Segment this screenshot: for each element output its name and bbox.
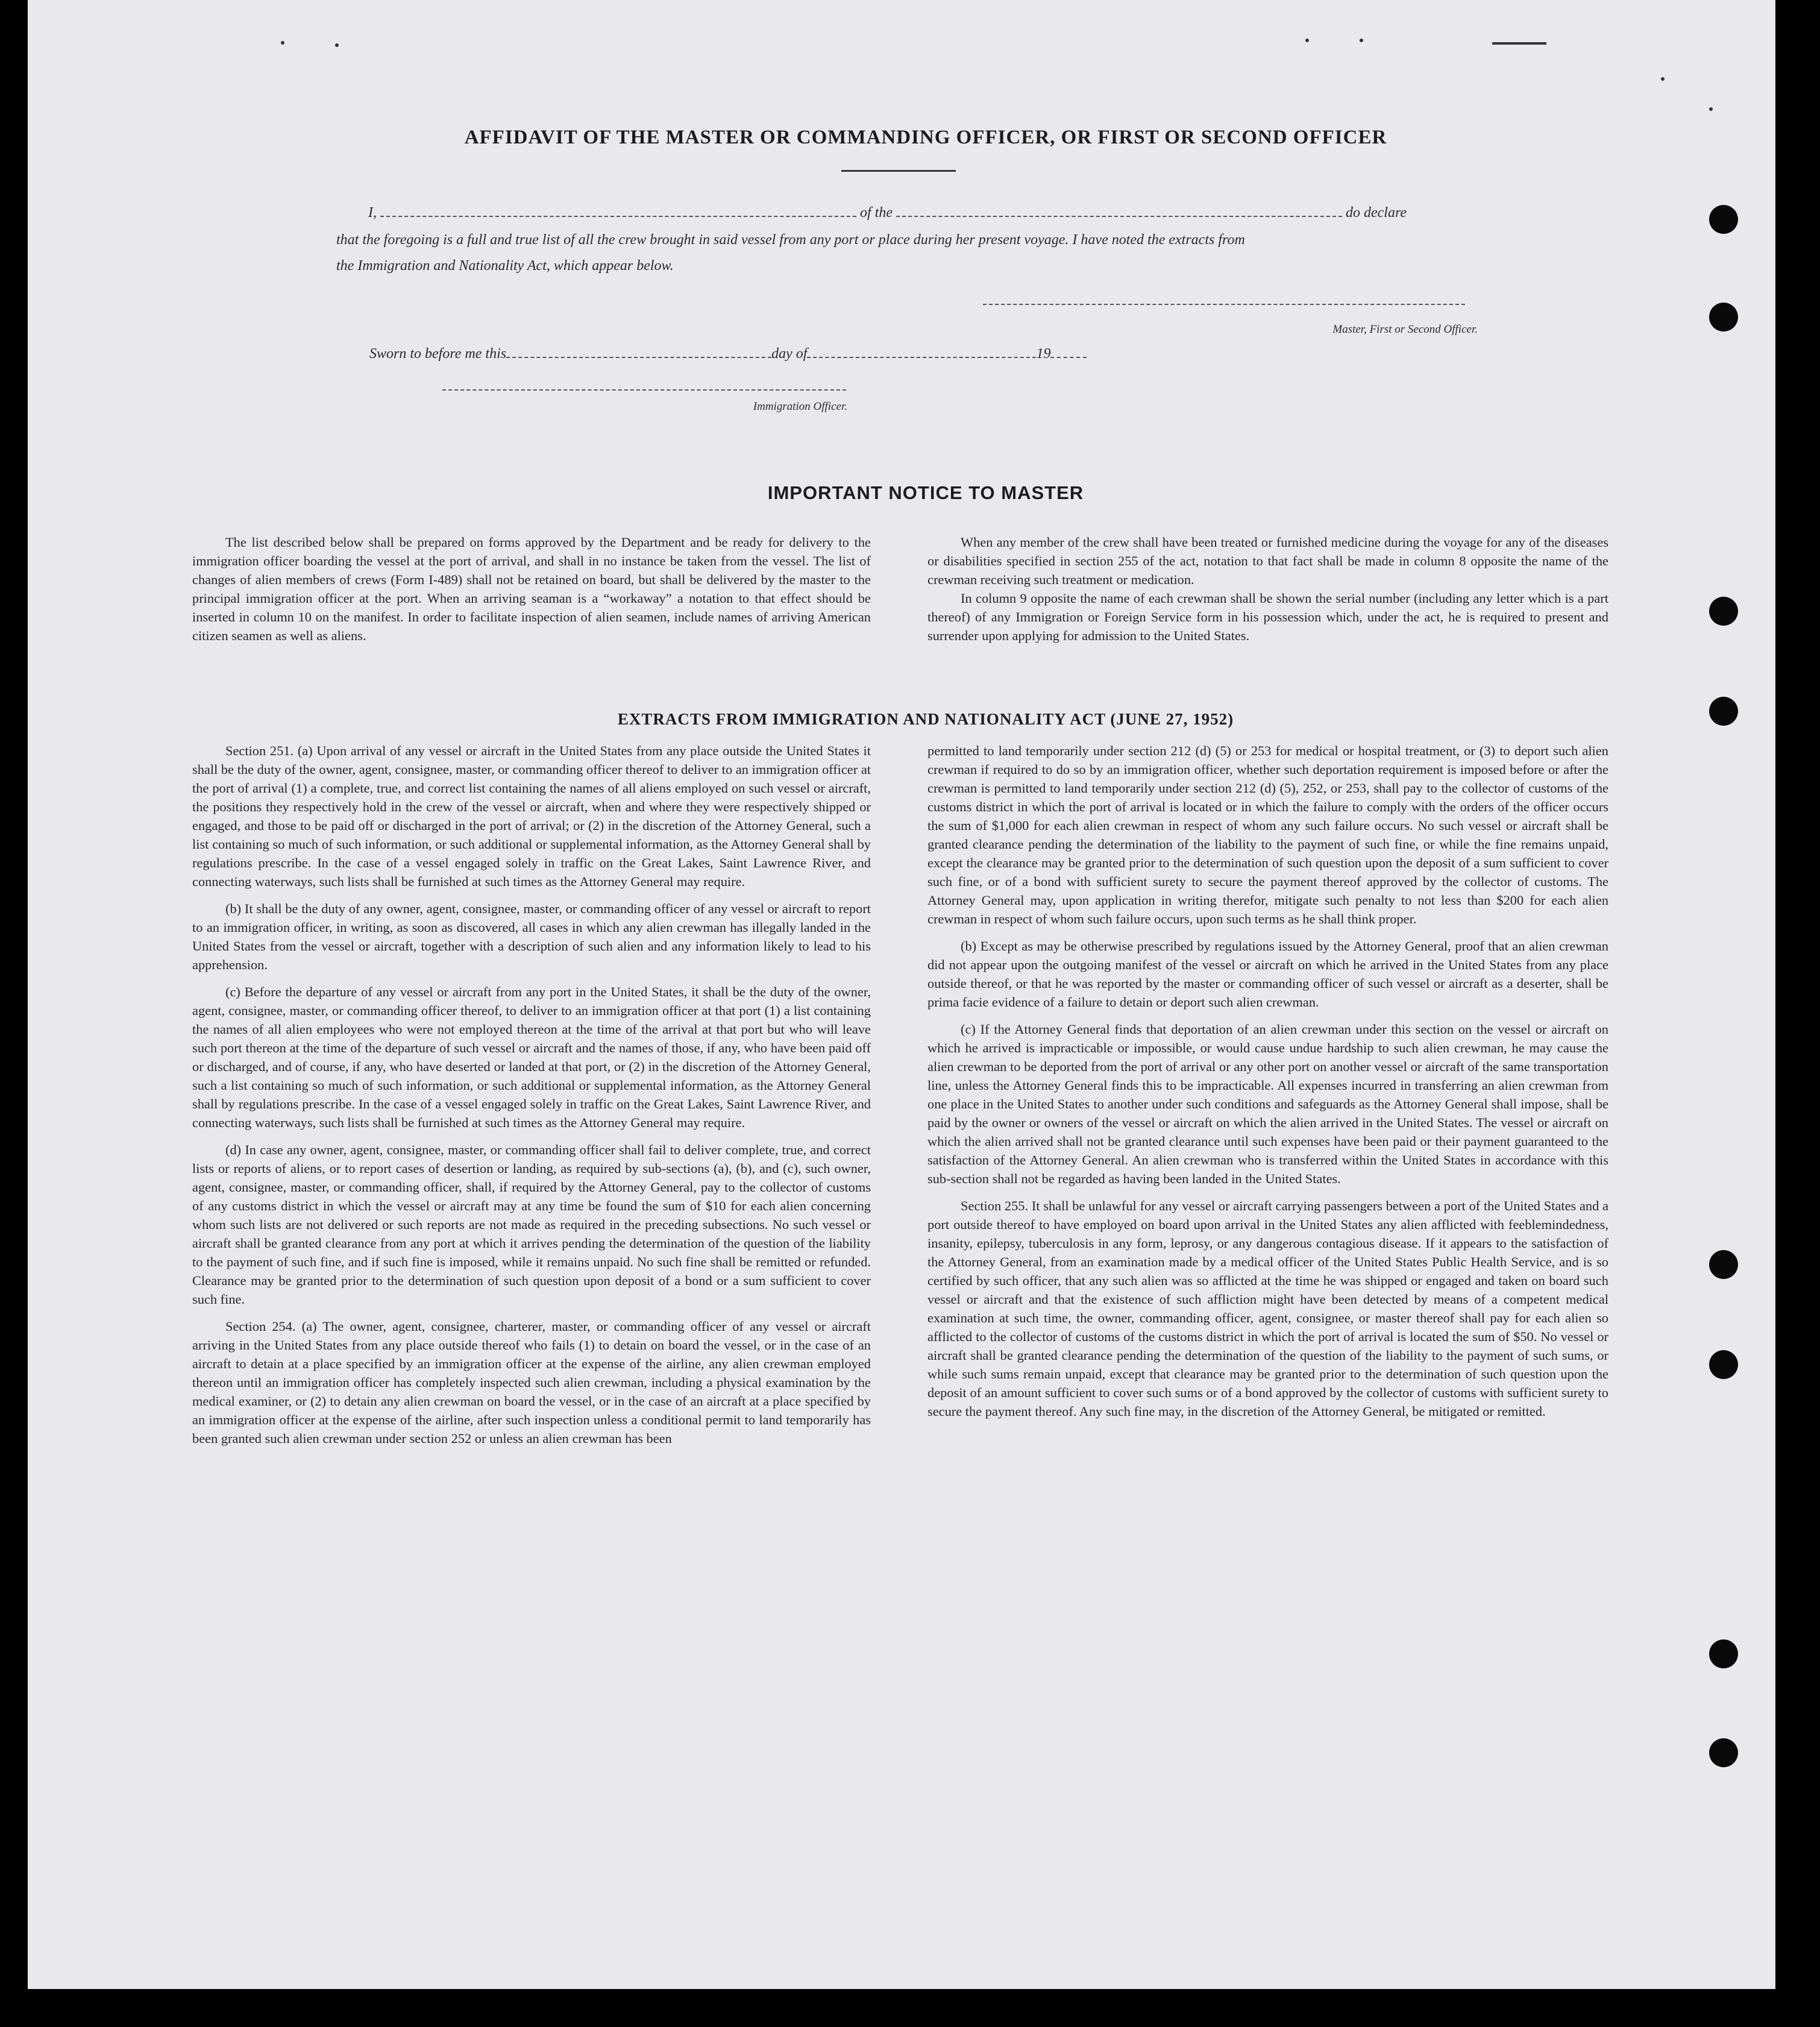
punch-hole xyxy=(1709,697,1738,726)
punch-hole xyxy=(1709,1350,1738,1379)
extracts-right-column xyxy=(927,741,1608,1421)
punch-hole xyxy=(1709,1250,1738,1279)
title-rule xyxy=(841,170,956,172)
affidavit-title: AFFIDAVIT OF THE MASTER OR COMMANDING OFFICER, OR FIRST OR SECOND OFFICER xyxy=(464,127,1387,148)
sworn-day-of: day of xyxy=(771,346,808,362)
section-251-b: (b) It shall be the duty of any owner, agent, consignee, master, or commanding officer of any vessel or aircraft to report to an immigration officer, in writing, as soon as discovered, all cases in which any alien crewman has illegally landed in the United States from the vessel or aircraft, together with a description of such alien and any information likely to lead to his apprehension. xyxy=(192,901,871,972)
section-254-c: (c) If the Attorney General finds that deportation of an alien crewman under this section on the vessel or aircraft on which he arrived is impracticable or impossible, or would cause undue hardship to such alien crewman, he may cause the alien crewman to be deported from the port of arrival or any other port on another vessel or aircraft of the same transportation line, unless the Attorney General finds this to be impracticable. All expenses incurred in transferring an alien crewman from one place in the United States to another under such conditions and safeguards as the Attorney General shall impose, shall be paid by the owner or owners of the vessel or aircraft on which the alien arrived in the United States. The vessel or aircraft on which the alien arrived shall not be granted clearance until such expenses have been paid or their payment guaranteed to the satisfaction of the Attorney General. An alien crewman who is transferred within the United States in accordance with this sub-section shall not be regarded as having been landed in the United States. xyxy=(927,1022,1608,1186)
sworn-day-blank[interactable] xyxy=(506,357,771,358)
section-254-a-continued: permitted to land temporarily under section 212 (d) (5) or 253 for medical or hospital treatment, or (3) to deport such alien crewman if required to do so by an immigration officer, whether such deportation requirement is imposed before or after the crewman is permitted to land temporarily under section 212 (d) (5), 252, or 253, shall pay to the collector of customs of the customs district in which the port of arrival is located or in which the failure to comply with the orders of the officer occurs the sum of $1,000 for each alien crewman in respect of whom any such failure occurs. No such vessel or aircraft shall be granted clearance pending the determination of the liability to the payment of such fine, or while the fine remains unpaid, except the clearance may be granted prior to the determination of such question upon the deposit of a sum sufficient to cover such fine, or of a bond with sufficient surety to secure the payment thereof approved by the collector of customs. The Attorney General may, upon application in writing therefor, mitigate such penalty to not less than $200 for each alien crewman in respect of whom such failure occurs, upon such terms as he shall think proper. xyxy=(927,743,1608,926)
affidavit-declare: do declare xyxy=(1346,205,1407,221)
affidavit-i: I, xyxy=(368,205,377,221)
sworn-year: 19 xyxy=(1036,346,1051,362)
notice-title: IMPORTANT NOTICE TO MASTER xyxy=(767,482,1084,503)
affidavit-line-2: that the foregoing is a full and true list of all the crew brought in said vessel from any port or place during her present voyage. I have noted the extracts from xyxy=(336,232,1245,248)
sworn-month-blank[interactable] xyxy=(807,357,1036,358)
punch-hole xyxy=(1709,1639,1738,1668)
scan-speck xyxy=(1709,107,1713,111)
notice-right-paragraph-2: In column 9 opposite the name of each crewman shall be shown the serial number (including any letter which is a part thereof) of any Immigration or Foreign Service form in his possession which, under the act, he is required to present and surrender upon applying for admission to the United States. xyxy=(927,591,1608,643)
document-page xyxy=(28,0,1775,1989)
notice-left-column xyxy=(192,533,871,645)
punch-hole xyxy=(1709,597,1738,626)
notice-right-column xyxy=(927,533,1608,645)
immigration-officer-signature-line[interactable] xyxy=(442,389,846,391)
name-blank[interactable] xyxy=(380,216,856,217)
sworn-year-blank[interactable] xyxy=(1050,357,1087,358)
affidavit-of-the: of the xyxy=(860,205,893,221)
section-255: Section 255. It shall be unlawful for any vessel or aircraft carrying passengers between a port of the United States and a port outside thereof to have employed on board upon arrival in the United States any alien afflicted with feeblemindedness, insanity, epilepsy, tuberculosis in any form, leprosy, or any dangerous contagious disease. If it appears to the satisfaction of the Attorney General, from an examination made by a medical officer of the United States Public Health Service, and is so certified by such officer, that any such alien was so afflicted at the time he was shipped or engaged and taken on board such vessel or aircraft and that the existence of such affliction might have been detected by means of a competent medical examination at such time, the owner, commanding officer, agent, consignee, or master thereof shall pay for each alien so afflicted to the collector of customs of the customs district in which the port of arrival is located the sum of $50. No vessel or aircraft shall be granted clearance pending the determination of the question of the liability to the payment of such sums, or while such sums remain unpaid, except that clearance may be granted prior to the determination of such question upon the deposit of an amount sufficient to cover such sums or of a bond approved by the collector of customs with sufficient surety to secure the payment thereof. Any such fine may, in the discretion of the Attorney General, be mitigated or remitted. xyxy=(927,1198,1608,1419)
affidavit-line-3: the Immigration and Nationality Act, which appear below. xyxy=(336,258,674,274)
scan-speck xyxy=(1305,39,1309,42)
punch-hole xyxy=(1709,1738,1738,1767)
section-251-a: Section 251. (a) Upon arrival of any vessel or aircraft in the United States from any place outside the United States it shall be the duty of the owner, agent, consignee, master, or commanding officer thereof to deliver to an immigration officer at the port of arrival (1) a complete, true, and correct list containing the names of all aliens employed on such vessel or aircraft, the positions they respectively hold in the crew of the vessel or aircraft, when and where they were respectively shipped or engaged, and those to be paid off or discharged in the port of arrival; or (2) in the discretion of the Attorney General, such a list containing so much of such information, or such additional or supplemental information, as the Attorney General shall by regulations prescribe. In the case of a vessel engaged solely in traffic on the Great Lakes, Saint Lawrence River, and connecting waterways, such lists shall be furnished at such times as the Attorney General may require. xyxy=(192,743,871,889)
section-254-b: (b) Except as may be otherwise prescribed by regulations issued by the Attorney General, proof that an alien crewman did not appear upon the outgoing manifest of the vessel or aircraft on which he arrived in the United States from any place outside thereof, or that he was reported by the master or commanding officer of such vessel or aircraft as a deserter, shall be prima facie evidence of a failure to detain or deport such alien crewman. xyxy=(927,938,1608,1010)
section-254-a: Section 254. (a) The owner, agent, consignee, charterer, master, or commanding officer of any vessel or aircraft arriving in the United States from any place outside thereof who fails (1) to detain on board the vessel, or in the case of an aircraft to detain at a place specified by an immigration officer at the expense of the airline, any alien crewman employed thereon until an immigration officer has completely inspected such alien crewman, including a physical examination by the medical examiner, or (2) to detain any alien crewman on board the vessel, or in the case of an aircraft at a place specified by an immigration officer at the expense of the airline, after such inspection unless a conditional permit to land temporarily has been granted such alien crewman under section 252 or unless an alien crewman has been xyxy=(192,1319,871,1446)
sworn-prefix: Sworn to before me this xyxy=(369,346,507,362)
section-251-d: (d) In case any owner, agent, consignee, master, or commanding officer shall fail to deliver complete, true, and correct lists or reports of aliens, or to report cases of desertion or landing, as required by sub-sections (a), (b), and (c), such owner, agent, consignee, master, or commanding officer, shall, if required by the Attorney General, pay to the collector of customs of any customs district in which the vessel or aircraft may at any time be found the sum of $10 for each alien concerning whom such lists are not delivered or such reports are not made as required in the preceding subsections. No such vessel or aircraft shall be granted clearance from any port at which it arrives pending the determination of the question of the liability to the payment of such fine, and if such fine is imposed, while it remains unpaid. No such fine shall be remitted or refunded. Clearance may be granted prior to the determination of such question upon deposit of a bond or a sum sufficient to cover such fine. xyxy=(192,1142,871,1307)
extracts-left-column xyxy=(192,741,871,1448)
master-label: Master, First or Second Officer. xyxy=(1332,323,1478,336)
scan-mark xyxy=(1492,42,1546,45)
notice-left-paragraph: The list described below shall be prepared on forms approved by the Department and be ready for delivery to the immigration officer boarding the vessel at the port of arrival, and shall in no instance be taken from the vessel. The list of changes of alien members of crews (Form I-489) shall not be retained on board, but shall be delivered by the master to the principal immigration officer at the port. When an arriving seaman is a “workaway” a notation to that effect should be inserted in column 10 on the manifest. In order to facilitate inspection of alien seamen, include names of arriving American citizen seamen as well as aliens. xyxy=(192,535,871,643)
section-251-c: (c) Before the departure of any vessel or aircraft from any port in the United States, it shall be the duty of the owner, agent, consignee, master, or commanding officer thereof, to deliver to an immigration officer at that port (1) a list containing the names of all alien employees who were not employed thereon at the time of the arrival at that port but who will leave such port thereon at the time of the departure of such vessel or aircraft and the names of those, if any, who have been paid off or discharged, and of course, if any, who have deserted or landed at that port, or (2) in the discretion of the Attorney General, such a list containing so much of such information, or such additional or supplemental information, as the Attorney General shall by regulations prescribe. In the case of a vessel engaged solely in traffic on the Great Lakes, Saint Lawrence River, and connecting waterways, such lists shall be furnished at such times as the Attorney General may require. xyxy=(192,984,871,1130)
sworn-line xyxy=(369,346,1213,362)
affidavit-line-1 xyxy=(368,205,1495,225)
extracts-title: EXTRACTS FROM IMMIGRATION AND NATIONALITY ACT (JUNE 27, 1952) xyxy=(617,710,1234,728)
scan-speck xyxy=(335,43,339,47)
vessel-blank[interactable] xyxy=(896,216,1342,217)
scan-speck xyxy=(281,41,284,45)
punch-hole xyxy=(1709,205,1738,234)
punch-hole xyxy=(1709,303,1738,332)
scan-speck xyxy=(1360,39,1363,42)
notice-right-paragraph-1: When any member of the crew shall have been treated or furnished medicine during the voyage for any of the diseases or disabilities specified in section 255 of the act, notation to that fact shall be made in column 8 opposite the name of the crewman receiving such treatment or medication. xyxy=(927,535,1608,587)
immigration-officer-label: Immigration Officer. xyxy=(753,400,847,413)
scan-speck xyxy=(1661,77,1665,81)
master-signature-line[interactable] xyxy=(983,304,1465,305)
